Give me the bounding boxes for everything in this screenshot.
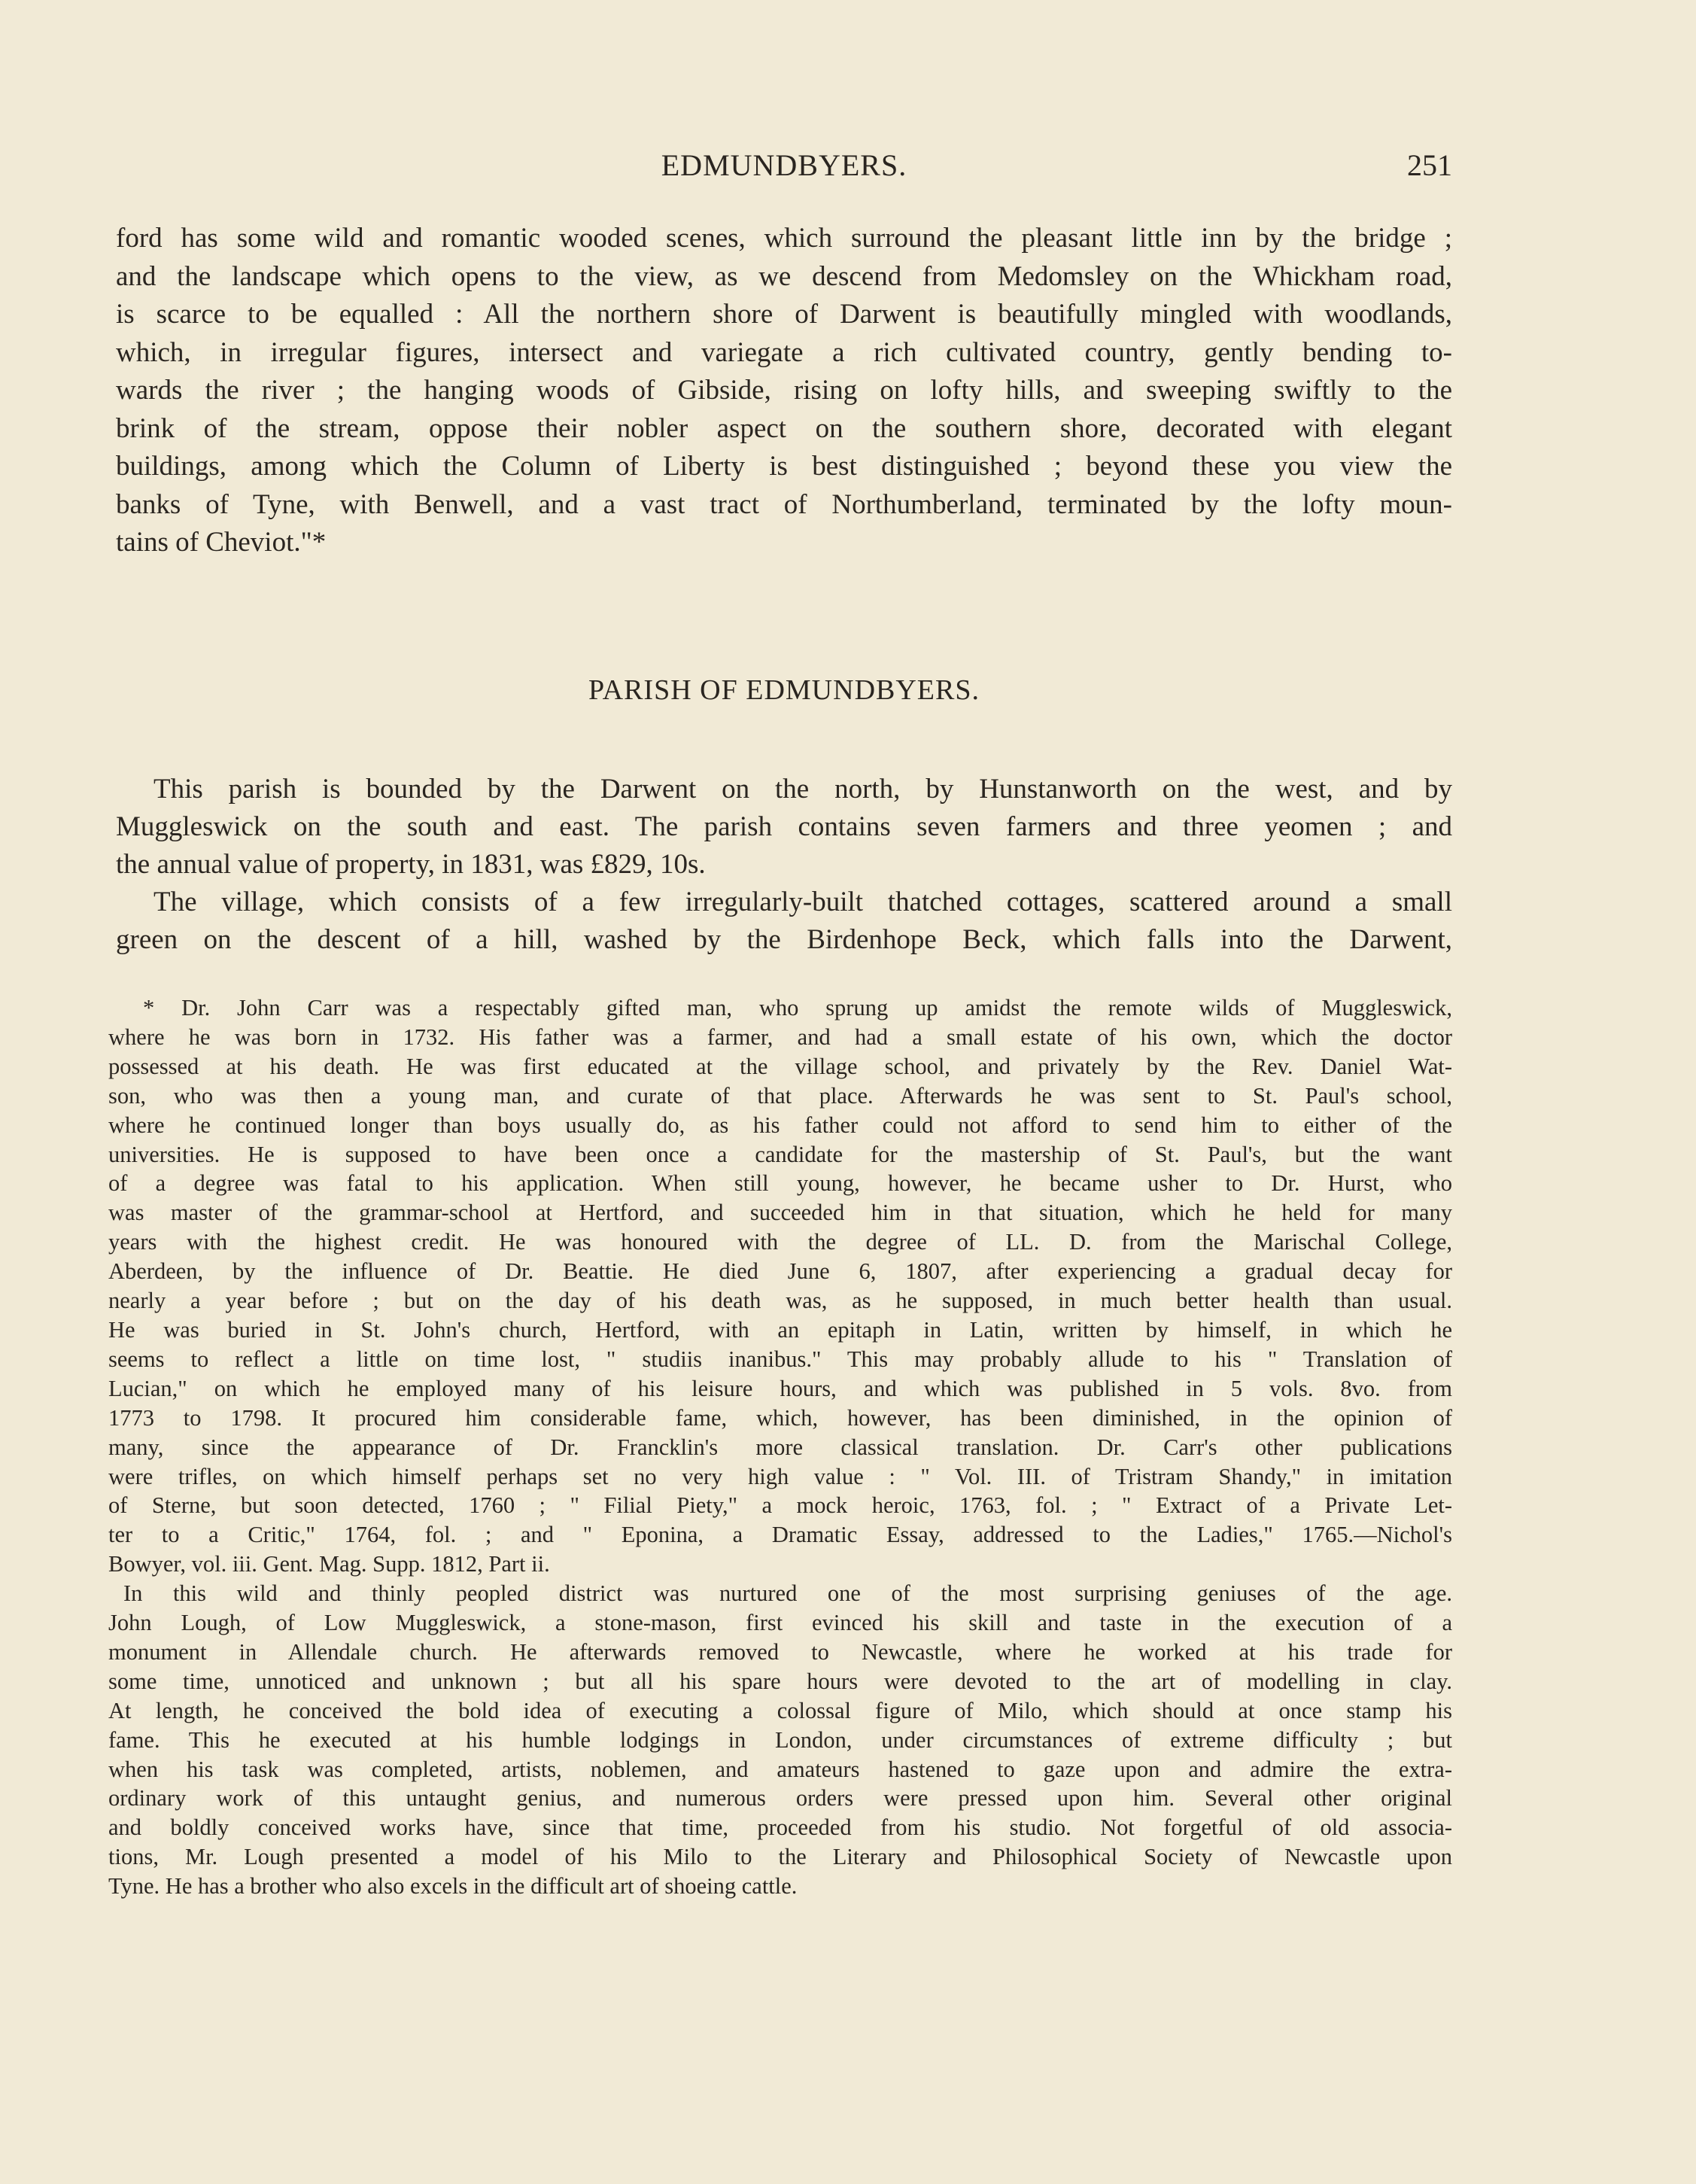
footnote-line: when his task was completed, artists, noblemen, and amateurs hastened to gaze upon and admire the extra- (108, 1756, 1452, 1782)
footnote-line: where he was born in 1732. His father was a farmer, and had a small estate of his own, which the doctor (108, 1024, 1452, 1050)
footnote-line: some time, unnoticed and unknown ; but all his spare hours were devoted to the art of modelling in clay. (108, 1668, 1452, 1694)
footnote-line: fame. This he executed at his humble lodgings in London, under circumstances of extreme difficulty ; but (108, 1726, 1452, 1753)
footnote-line: * Dr. John Carr was a respectably gifted man, who sprung up amidst the remote wilds of Muggleswick, (143, 995, 1452, 1021)
section-title: PARISH OF EDMUNDBYERS. (588, 674, 980, 706)
text-line: This parish is bounded by the Darwent on the north, by Hunstanworth on the west, and by (153, 774, 1452, 805)
footnote-line: ter to a Critic," 1764, fol. ; and " Eponina, a Dramatic Essay, addressed to the Ladies," 1765.—Nichol's (108, 1522, 1452, 1548)
footnote-line: He was buried in St. John's church, Hertford, with an epitaph in Latin, written by himself, in which he (108, 1316, 1452, 1343)
text-line: wards the river ; the hanging woods of Gibside, rising on lofty hills, and sweeping swiftly to the (116, 375, 1452, 406)
parish-paragraphs (116, 771, 1452, 959)
footnote-line: were trifles, on which himself perhaps set no very high value : " Vol. III. of Tristram Shandy," in imitation (108, 1463, 1452, 1489)
text-line: buildings, among which the Column of Liberty is best distinguished ; beyond these you view the (116, 451, 1452, 482)
page-number: 251 (1407, 148, 1452, 182)
running-title: EDMUNDBYERS. (661, 148, 907, 182)
footnote-line: Bowyer, vol. iii. Gent. Mag. Supp. 1812, Part ii. (108, 1551, 550, 1577)
continuation-paragraph (116, 220, 1452, 562)
text-line: green on the descent of a hill, washed by the Birdenhope Beck, which falls into the Darwent, (116, 924, 1452, 955)
footnote-line: of a degree was fatal to his application. When still young, however, he became usher to Dr. Hurst, who (108, 1170, 1452, 1197)
footnote-line: universities. He is supposed to have been once a candidate for the mastership of St. Paul's, but the want (108, 1141, 1452, 1167)
footnote-line: ordinary work of this untaught genius, and numerous orders were pressed upon him. Several other original (108, 1785, 1452, 1811)
text-line: is scarce to be equalled : All the northern shore of Darwent is beautifully mingled with woodlands, (116, 299, 1452, 330)
footnote-line: nearly a year before ; but on the day of his death was, as he supposed, in much better health than usual. (108, 1288, 1452, 1314)
footnote-line: In this wild and thinly peopled district was nurtured one of the most surprising geniuses of the age. (123, 1580, 1452, 1607)
text-line: which, in irregular figures, intersect and variegate a rich cultivated country, gently bending to- (116, 336, 1452, 368)
footnote-line: tions, Mr. Lough presented a model of his Milo to the Literary and Philosophical Society of Newcastle upon (108, 1844, 1452, 1870)
footnote-line: where he continued longer than boys usually do, as his father could not afford to send him to either of the (108, 1112, 1452, 1138)
footnote-line: possessed at his death. He was first educated at the village school, and privately by the Rev. Daniel Wat- (108, 1053, 1452, 1079)
text-line: banks of Tyne, with Benwell, and a vast tract of Northumberland, terminated by the lofty moun- (116, 488, 1452, 520)
footnote-line: monument in Allendale church. He afterwards removed to Newcastle, where he worked at his trade for (108, 1638, 1452, 1665)
text-line: the annual value of property, in 1831, was £829, 10s. (116, 849, 706, 880)
text-line: tains of Cheviot."* (116, 527, 327, 558)
footnote-line: Aberdeen, by the influence of Dr. Beattie. He died June 6, 1807, after experiencing a gradual decay for (108, 1258, 1452, 1285)
footnote-line: many, since the appearance of Dr. Francklin's more classical translation. Dr. Carr's other publications (108, 1434, 1452, 1460)
page-header (116, 148, 1452, 187)
footnote-line: of Sterne, but soon detected, 1760 ; " Filial Piety," a mock heroic, 1763, fol. ; " Extract of a Private Let- (108, 1492, 1452, 1519)
footnote-line: John Lough, of Low Muggleswick, a stone-mason, first evinced his skill and taste in the execution of a (108, 1610, 1452, 1636)
footnote-line: 1773 to 1798. It procured him considerable fame, which, however, has been diminished, in the opinion of (108, 1404, 1452, 1431)
footnote-line: was master of the grammar-school at Hertford, and succeeded him in that situation, which he held for many (108, 1200, 1452, 1226)
footnote-line: At length, he conceived the bold idea of executing a colossal figure of Milo, which should at once stamp his (108, 1697, 1452, 1723)
footnote-line: Lucian," on which he employed many of his leisure hours, and which was published in 5 vols. 8vo. from (108, 1375, 1452, 1401)
text-line: brink of the stream, oppose their nobler aspect on the southern shore, decorated with elegant (116, 412, 1452, 444)
text-line: and the landscape which opens to the view, as we descend from Medomsley on the Whickham road, (116, 260, 1452, 292)
footnote-line: Tyne. He has a brother who also excels in the difficult art of shoeing cattle. (108, 1873, 798, 1900)
footnote-line: seems to reflect a little on time lost, " studiis inanibus." This may probably allude to his " Translation of (108, 1346, 1452, 1372)
text-line: ford has some wild and romantic wooded scenes, which surround the pleasant little inn by the bridge ; (116, 223, 1452, 254)
footnote-line: son, who was then a young man, and curate of that place. Afterwards he was sent to St. Paul's school, (108, 1082, 1452, 1109)
text-line: Muggleswick on the south and east. The parish contains seven farmers and three yeomen ; and (116, 811, 1452, 842)
footnote-line: and boldly conceived works have, since that time, proceeded from his studio. Not forgetful of old associa- (108, 1814, 1452, 1841)
footnote-line: years with the highest credit. He was honoured with the degree of LL. D. from the Marischal College, (108, 1229, 1452, 1255)
text-line: The village, which consists of a few irregularly-built thatched cottages, scattered around a small (153, 887, 1452, 917)
footnotes (108, 993, 1452, 1901)
